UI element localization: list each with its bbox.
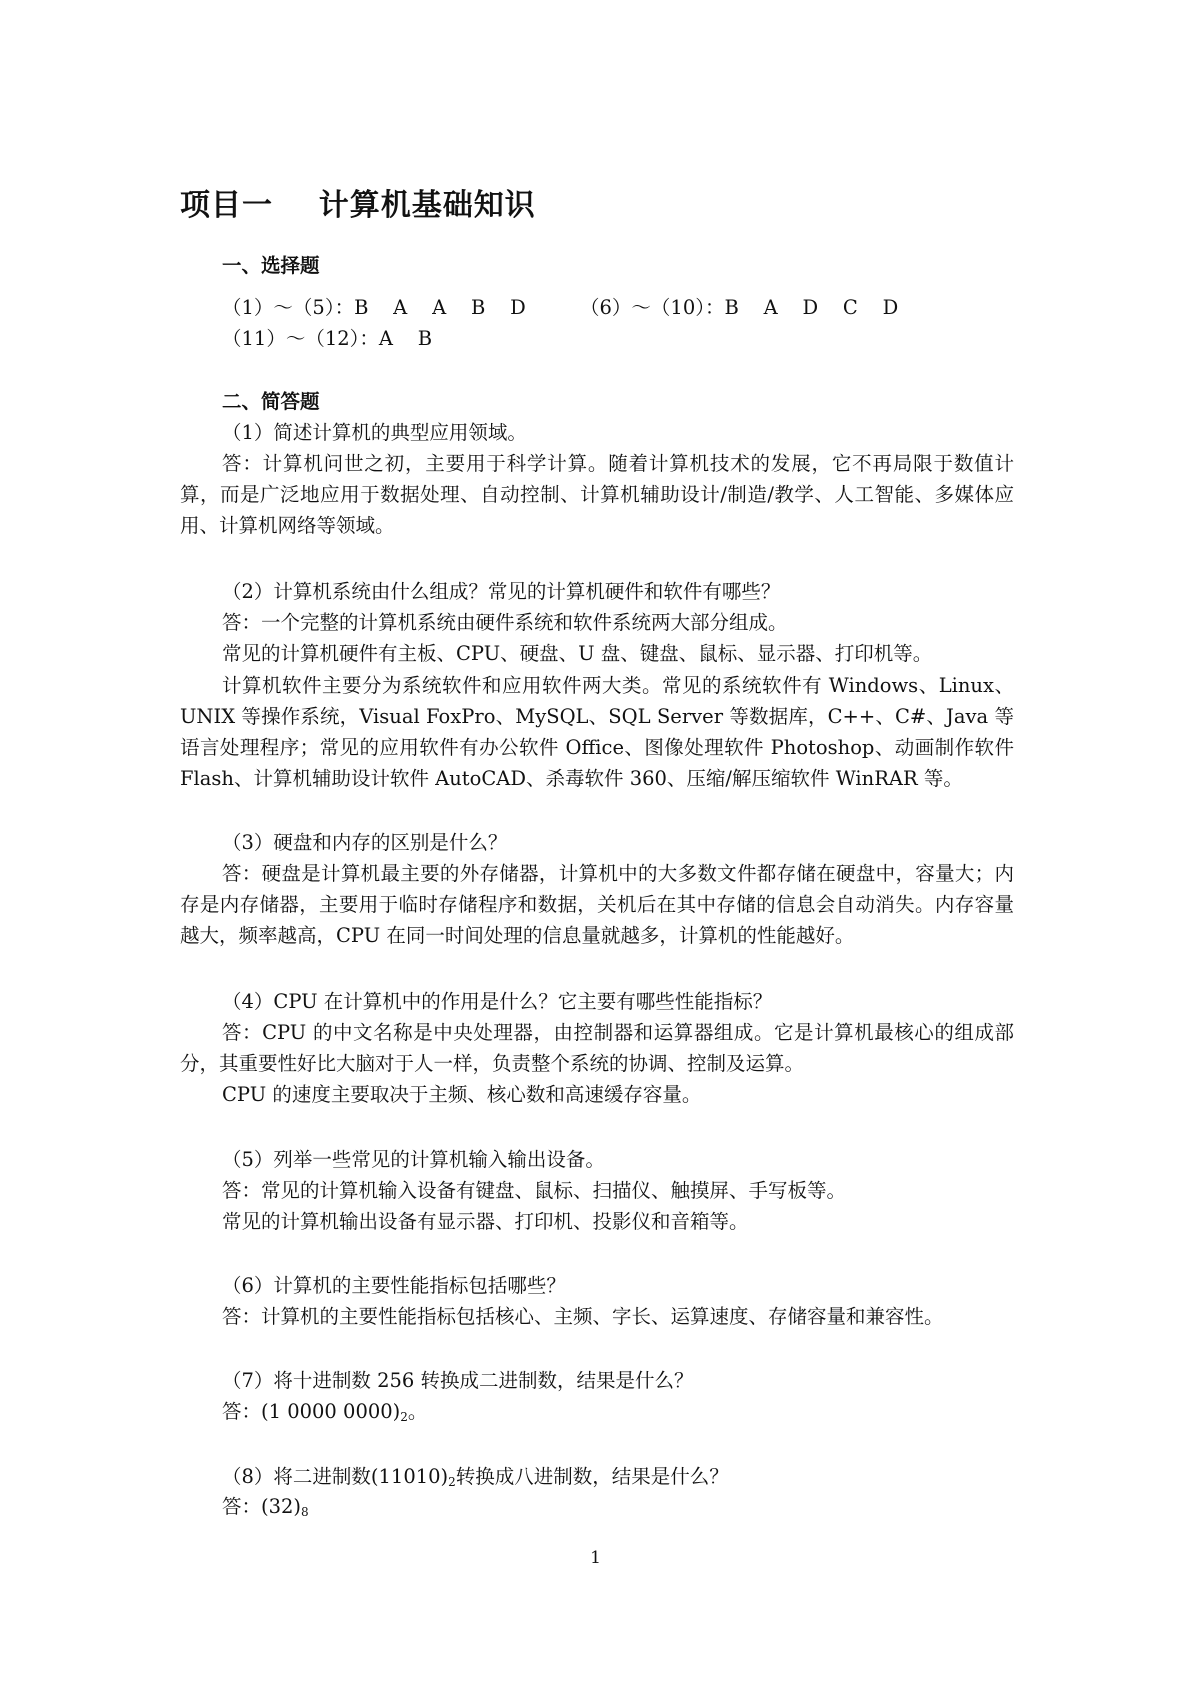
choice-answers-11-12: （11）～（12）：A B: [222, 326, 433, 350]
question-1: （1）简述计算机的典型应用领域。: [222, 421, 527, 444]
page-number: 1: [590, 1548, 601, 1568]
answer-6: 答：计算机的主要性能指标包括核心、主频、字长、运算速度、存储容量和兼容性。: [222, 1305, 944, 1328]
question-3: （3）硬盘和内存的区别是什么？: [222, 831, 508, 854]
choice-answers: [222, 290, 922, 352]
answer-8: [222, 1493, 309, 1526]
answer-5-line-1: 答：常见的计算机输入设备有键盘、鼠标、扫描仪、触摸屏、手写板等。: [222, 1179, 847, 1202]
question-5: （5）列举一些常见的计算机输入输出设备。: [222, 1148, 605, 1171]
question-7: （7）将十进制数 256 转换成二进制数，结果是什么？: [222, 1369, 694, 1392]
answer-5-line-2: 常见的计算机输出设备有显示器、打印机、投影仪和音箱等。: [222, 1210, 749, 1233]
answer-2-line-2: 常见的计算机硬件有主板、CPU、硬盘、U 盘、键盘、鼠标、显示器、打印机等。: [222, 642, 933, 665]
answer-7-value: 答：(1 0000 0000): [222, 1400, 401, 1423]
choice-answer-row: [222, 290, 922, 321]
section-heading-choice: 一、选择题: [222, 254, 320, 277]
answer-2-paragraph: 计算机软件主要分为系统软件和应用软件两大类。常见的系统软件有 Windows、Linux、UNIX 等操作系统，Visual FoxPro、MySQL、SQL Server 等数据库，C++、C#、Java 等语言处理程序；常见的应用软件有办公软件 Office、图像处理软件 Photoshop、动画制作软件 Flash、计算机辅助设计软件 AutoCAD、杀毒软件 360、压缩/解压缩软件 WinRAR 等。: [180, 674, 1014, 790]
choice-answers-6-10: （6）～（10）：B A D C D: [580, 295, 899, 319]
section-heading-short-answer: 二、简答题: [222, 390, 320, 413]
answer-2-line-1: 答：一个完整的计算机系统由硬件系统和软件系统两大部分组成。: [222, 611, 788, 634]
answer-7-suffix: 。: [407, 1400, 428, 1423]
question-8-suffix: 转换成八进制数，结果是什么？: [455, 1465, 729, 1488]
answer-8-base: 8: [301, 1505, 309, 1519]
answer-4-line-2: CPU 的速度主要取决于主频、核心数和高速缓存容量。: [222, 1083, 702, 1106]
question-2: （2）计算机系统由什么组成？常见的计算机硬件和软件有哪些？: [222, 580, 781, 603]
choice-answer-row: [222, 321, 922, 352]
answer-8-value: 答：(32): [222, 1495, 302, 1518]
question-8: [222, 1463, 729, 1496]
choice-answers-1-5: （1）～（5）：B A A B D: [222, 295, 526, 319]
question-4: （4）CPU 在计算机中的作用是什么？它主要有哪些性能指标？: [222, 990, 773, 1013]
answer-7-base: 2: [400, 1410, 408, 1424]
question-6: （6）计算机的主要性能指标包括哪些？: [222, 1274, 566, 1297]
answer-3: 答：硬盘是计算机最主要的外存储器，计算机中的大多数文件都存储在硬盘中，容量大；内存是内存储器，主要用于临时存储程序和数据，关机后在其中存储的信息会自动消失。内存容量越大，频率越高，CPU 在同一时间处理的信息量就越多，计算机的性能越好。: [180, 862, 1014, 947]
answer-7: [222, 1398, 427, 1431]
question-8-base: 2: [448, 1475, 456, 1489]
answer-1: 答：计算机问世之初，主要用于科学计算。随着计算机技术的发展，它不再局限于数值计算，而是广泛地应用于数据处理、自动控制、计算机辅助设计/制造/教学、人工智能、多媒体应用、计算机网络等领域。: [180, 452, 1014, 537]
answer-4-paragraph: 答：CPU 的中文名称是中央处理器，由控制器和运算器组成。它是计算机最核心的组成部分，其重要性好比大脑对于人一样，负责整个系统的协调、控制及运算。: [180, 1021, 1014, 1075]
chapter-title: 项目一 计算机基础知识: [180, 188, 536, 223]
question-8-prefix: （8）将二进制数(11010): [222, 1465, 449, 1488]
